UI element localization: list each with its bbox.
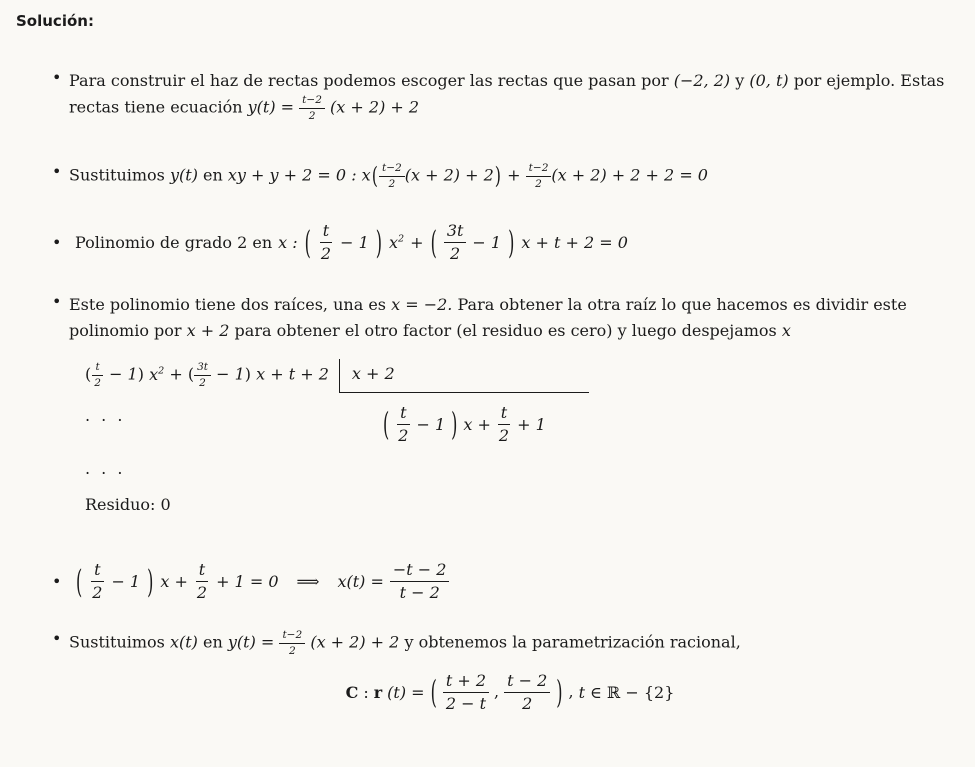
comma-separator: , — [568, 681, 574, 701]
bullet-item-4 — [52, 292, 951, 527]
math-run: − 1 — [109, 364, 138, 384]
division-residue: Residuo: 0 — [85, 495, 171, 515]
math-run: xy + y + 2 = 0 : — [227, 165, 357, 185]
medium-left-paren: ( — [371, 161, 378, 190]
math-run: + 1 = 0 — [216, 572, 279, 592]
division-quotient — [382, 403, 546, 446]
fraction-numerator: t — [196, 560, 208, 582]
fraction-numerator: t−2 — [299, 94, 325, 109]
math-run: (t) = — [387, 683, 425, 703]
text-run: Para construir el haz de rectas podemos escoger las rectas que pasan por — [69, 71, 669, 90]
fraction-numerator: −t − 2 — [390, 560, 450, 582]
fraction-numerator: t — [91, 560, 103, 582]
fraction — [89, 560, 105, 603]
fraction-numerator: t + 2 — [443, 671, 489, 693]
math-run: − 1 — [340, 232, 369, 252]
solution-content — [52, 68, 951, 714]
math-run: (x + 2) + 2 — [310, 632, 400, 652]
fraction — [379, 162, 405, 190]
text-run: y — [735, 71, 745, 90]
fraction-numerator: 3t — [194, 361, 211, 376]
right-paren: ) — [244, 364, 252, 384]
math-run: − 1 — [216, 364, 245, 384]
fraction-numerator: t−2 — [526, 162, 552, 177]
fraction — [395, 403, 411, 446]
text-run: en — [203, 632, 223, 652]
text-run: en — [203, 165, 223, 185]
math-run: − 1 — [111, 572, 141, 592]
math-run: (−2, 2) — [673, 71, 731, 90]
bullet-marker: • — [52, 291, 62, 311]
math-operator: + — [507, 165, 521, 185]
math-run: − 1 — [416, 414, 446, 434]
text-run: Para obtener la otra raíz lo que hacemos es dividir este polinomio por — [69, 294, 907, 340]
math-run: x + t + 2 — [256, 364, 329, 384]
fraction — [318, 221, 334, 264]
fraction — [194, 560, 210, 603]
fraction — [443, 671, 489, 714]
math-run: (x + 2) + 2 — [330, 97, 420, 117]
math-run: (x + 2) + 2 — [551, 165, 641, 185]
text-run: Polinomio de grado 2 en — [75, 232, 273, 252]
math-run: x + t + 2 = 0 — [521, 232, 628, 252]
fraction — [526, 162, 552, 190]
math-operator: + — [410, 232, 424, 252]
math-term — [149, 365, 164, 384]
division-dividend — [85, 361, 339, 393]
text-run: y obtenemos la parametrización racional, — [404, 632, 741, 652]
fraction-denominator: 2 — [288, 644, 296, 657]
fraction-denominator: 2 — [398, 426, 409, 446]
big-left-paren: ( — [76, 562, 83, 601]
left-paren: ( — [85, 364, 92, 384]
math-run: (x + 2) + 2 — [404, 165, 494, 185]
big-right-paren: ) — [147, 562, 154, 601]
math-run: x + — [160, 572, 188, 592]
text-run: Sustituimos — [69, 632, 165, 652]
fraction-denominator: 2 — [450, 243, 461, 263]
curve-symbol: C — [345, 683, 359, 703]
solution-heading: Solución: — [16, 12, 94, 30]
bullet-1-text — [69, 68, 951, 122]
text-run: Este polinomio tiene dos raíces, una es — [69, 294, 387, 314]
bullet-6-text — [69, 629, 951, 714]
big-left-paren: ( — [383, 404, 390, 443]
fraction-denominator: 2 — [535, 177, 542, 190]
bullet-item-5 — [52, 560, 951, 603]
math-run: x — [361, 165, 371, 185]
vector-symbol: r — [373, 683, 383, 703]
math-run: 2 = 0 — [664, 165, 708, 185]
fraction-numerator: t−2 — [379, 162, 405, 177]
parametrization-formula — [69, 671, 951, 714]
big-right-paren: ) — [556, 673, 563, 712]
math-run: x(t) = — [337, 572, 384, 592]
text-run: por ejemplo. Estas rectas tiene ecuación — [69, 71, 945, 117]
text-run: para obtener el otro factor (el residuo es cero) y luego despejamos — [234, 320, 777, 340]
text-run: Sustituimos — [69, 165, 165, 185]
fraction-denominator: 2 — [320, 243, 332, 263]
math-run: (0, t) — [749, 71, 789, 90]
bullet-marker: • — [52, 68, 62, 87]
math-var: x — [149, 364, 159, 384]
bullet-marker: • — [52, 162, 62, 182]
exponent: 2 — [158, 365, 165, 377]
bullet-4-text — [69, 292, 951, 527]
math-var: x — [389, 232, 399, 252]
bullet-marker: • — [52, 629, 62, 649]
math-var: t — [578, 683, 586, 703]
fraction — [299, 94, 325, 122]
fraction — [194, 361, 211, 389]
ellipsis-row: . . . — [85, 459, 126, 479]
fraction — [444, 221, 467, 264]
bullet-2-text — [69, 162, 951, 190]
fraction-numerator: t — [320, 221, 332, 243]
left-paren: ( — [187, 364, 195, 384]
ellipsis-row: . . . — [85, 406, 126, 426]
fraction — [279, 629, 305, 657]
math-run: x(t) — [169, 632, 198, 652]
division-divisor: x + 2 — [351, 364, 395, 384]
big-left-paren: ( — [430, 223, 437, 262]
bullet-marker: • — [52, 232, 62, 252]
comma-separator: , — [494, 681, 500, 701]
math-run: x : — [278, 232, 298, 252]
fraction-denominator: 2 — [388, 177, 396, 190]
bullet-item-3 — [52, 221, 951, 264]
fraction-numerator: t — [92, 361, 102, 376]
spacer — [339, 456, 589, 482]
fraction-denominator: 2 − t — [445, 694, 486, 714]
math-run: y(t) — [169, 165, 198, 185]
math-run: y(t) = — [227, 632, 275, 652]
big-left-paren: ( — [304, 223, 311, 262]
fraction — [504, 671, 550, 714]
fraction-denominator: 2 — [92, 583, 103, 603]
fraction-denominator: 2 — [522, 694, 533, 714]
set-membership: ∈ ℝ − {2} — [590, 683, 675, 703]
fraction-denominator: 2 — [196, 583, 208, 603]
bullet-marker: • — [52, 572, 62, 592]
math-term — [389, 233, 404, 252]
fraction-numerator: t − 2 — [504, 671, 550, 693]
math-run: − 1 — [472, 232, 502, 252]
bullet-item-2 — [52, 162, 951, 190]
fraction-denominator: 2 — [94, 376, 101, 389]
math-run: x — [781, 320, 791, 340]
big-right-paren: ) — [375, 223, 383, 262]
math-run: + 1 — [517, 414, 546, 434]
math-run: x + 2 — [186, 320, 230, 340]
fraction-numerator: t−2 — [279, 629, 305, 644]
fraction — [390, 560, 450, 603]
fraction-denominator: 2 — [498, 426, 510, 446]
exponent: 2 — [398, 233, 405, 245]
fraction-denominator: t − 2 — [399, 583, 440, 603]
medium-right-paren: ) — [494, 161, 502, 190]
bullet-item-1 — [52, 68, 951, 122]
math-run: x = −2. — [391, 294, 453, 314]
fraction-numerator: t — [498, 403, 510, 425]
fraction-denominator: 2 — [199, 376, 206, 389]
division-divisor-box — [339, 359, 589, 393]
fraction — [496, 403, 512, 446]
bullet-item-6 — [52, 629, 951, 714]
math-operator: + — [645, 165, 659, 185]
fraction-numerator: t — [397, 403, 409, 425]
math-operator: + — [169, 364, 183, 384]
polynomial-division — [85, 359, 951, 518]
fraction-denominator: 2 — [308, 109, 316, 122]
math-run: x + — [463, 414, 491, 434]
fraction — [91, 361, 104, 389]
math-run: y(t) = — [247, 97, 295, 117]
fraction-numerator: 3t — [444, 221, 467, 243]
implies-arrow: ⟹ — [296, 572, 320, 592]
colon-separator: : — [363, 683, 369, 703]
big-right-paren: ) — [508, 223, 515, 262]
big-left-paren: ( — [430, 673, 437, 712]
right-paren: ) — [137, 364, 144, 384]
big-right-paren: ) — [451, 404, 458, 443]
